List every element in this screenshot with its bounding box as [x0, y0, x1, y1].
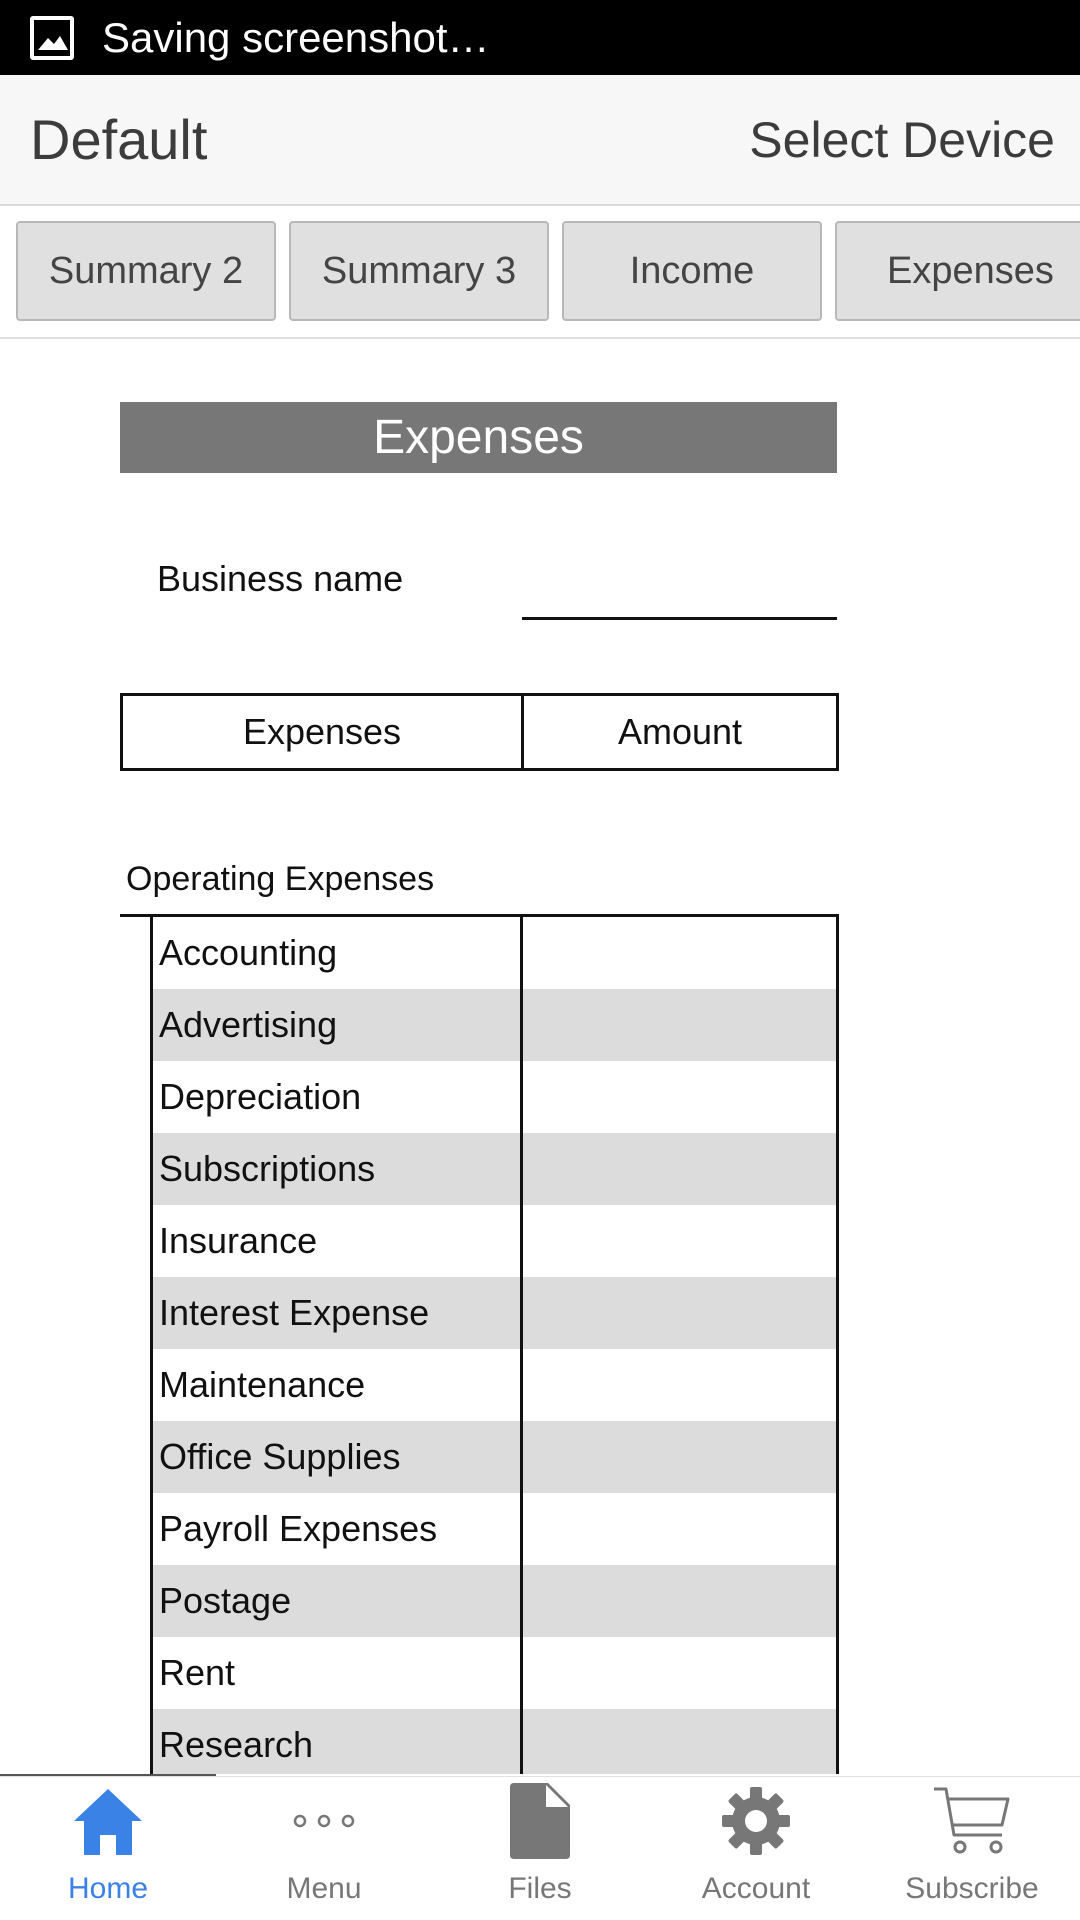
- table-row[interactable]: [151, 1709, 836, 1774]
- row-label: Research: [159, 1724, 314, 1765]
- table-divider: [520, 917, 523, 1774]
- more-dots-icon: [286, 1777, 362, 1864]
- amount-cell[interactable]: [521, 1349, 836, 1421]
- home-icon: [70, 1777, 146, 1864]
- section-label: Operating Expenses: [126, 860, 435, 898]
- row-label: Payroll Expenses: [159, 1508, 438, 1549]
- amount-cell[interactable]: [521, 1133, 836, 1205]
- amount-cell[interactable]: [521, 989, 836, 1061]
- header-amount: Amount: [617, 711, 743, 752]
- amount-cell[interactable]: [521, 1277, 836, 1349]
- row-label: Accounting: [159, 932, 338, 973]
- row-label: Depreciation: [159, 1076, 362, 1117]
- table-divider: [150, 917, 153, 1774]
- status-bar: [0, 0, 1080, 75]
- table-row[interactable]: [151, 1637, 836, 1709]
- business-name-field[interactable]: [522, 617, 837, 620]
- nav-menu-label: Menu: [286, 1872, 362, 1905]
- amount-cell[interactable]: [521, 1709, 836, 1774]
- row-label: Subscriptions: [159, 1148, 376, 1189]
- tab-income[interactable]: Income: [562, 221, 822, 321]
- table-row[interactable]: [151, 1205, 836, 1277]
- row-label: Office Supplies: [159, 1436, 401, 1477]
- app-header: [0, 75, 1080, 206]
- row-label: Maintenance: [159, 1364, 366, 1405]
- tab-summary-2[interactable]: Summary 2: [16, 221, 276, 321]
- amount-cell[interactable]: [521, 1493, 836, 1565]
- nav-account[interactable]: [648, 1777, 864, 1920]
- table-row[interactable]: [151, 989, 836, 1061]
- amount-cell[interactable]: [521, 1565, 836, 1637]
- table-row[interactable]: [151, 917, 836, 989]
- amount-cell[interactable]: [521, 1421, 836, 1493]
- row-label: Postage: [159, 1580, 292, 1621]
- gear-icon: [718, 1777, 794, 1864]
- nav-home-label: Home: [67, 1872, 149, 1905]
- nav-files-label: Files: [508, 1872, 572, 1905]
- table-row[interactable]: [151, 1061, 836, 1133]
- amount-cell[interactable]: [521, 1061, 836, 1133]
- tab-summary-3[interactable]: Summary 3: [289, 221, 549, 321]
- select-device-button[interactable]: Select Device: [749, 111, 1055, 168]
- business-name-label: Business name: [157, 558, 404, 599]
- table-divider: [836, 917, 839, 1774]
- table-row[interactable]: [151, 1133, 836, 1205]
- file-icon: [508, 1777, 572, 1864]
- page-title: Default: [30, 108, 208, 171]
- table-row[interactable]: [151, 1493, 836, 1565]
- bottom-nav: [0, 1776, 1080, 1920]
- amount-cell[interactable]: [521, 1205, 836, 1277]
- row-label: Advertising: [159, 1004, 338, 1045]
- status-text: Saving screenshot…: [102, 13, 490, 61]
- nav-home[interactable]: [0, 1777, 216, 1920]
- nav-files[interactable]: [432, 1777, 648, 1920]
- row-label: Rent: [159, 1652, 236, 1693]
- tab-strip[interactable]: [0, 206, 1080, 339]
- amount-cell[interactable]: [521, 1637, 836, 1709]
- table-row[interactable]: [151, 1277, 836, 1349]
- image-icon: [30, 16, 74, 60]
- nav-subscribe[interactable]: [864, 1777, 1080, 1920]
- tab-expenses[interactable]: Expenses: [835, 221, 1080, 321]
- nav-menu[interactable]: [216, 1777, 432, 1920]
- sheet-title: Expenses: [120, 402, 837, 473]
- row-label: Interest Expense: [159, 1292, 430, 1333]
- table-row[interactable]: [151, 1565, 836, 1637]
- header-expenses: Expenses: [123, 696, 524, 768]
- nav-account-label: Account: [701, 1872, 811, 1905]
- table-header: [120, 693, 839, 771]
- table-row[interactable]: [151, 1349, 836, 1421]
- row-label: Insurance: [159, 1220, 318, 1261]
- table-row[interactable]: [151, 1421, 836, 1493]
- nav-subscribe-label: Subscribe: [905, 1872, 1039, 1905]
- amount-cell[interactable]: [521, 917, 836, 989]
- cart-icon: [932, 1777, 1012, 1864]
- expense-table: [120, 914, 839, 1774]
